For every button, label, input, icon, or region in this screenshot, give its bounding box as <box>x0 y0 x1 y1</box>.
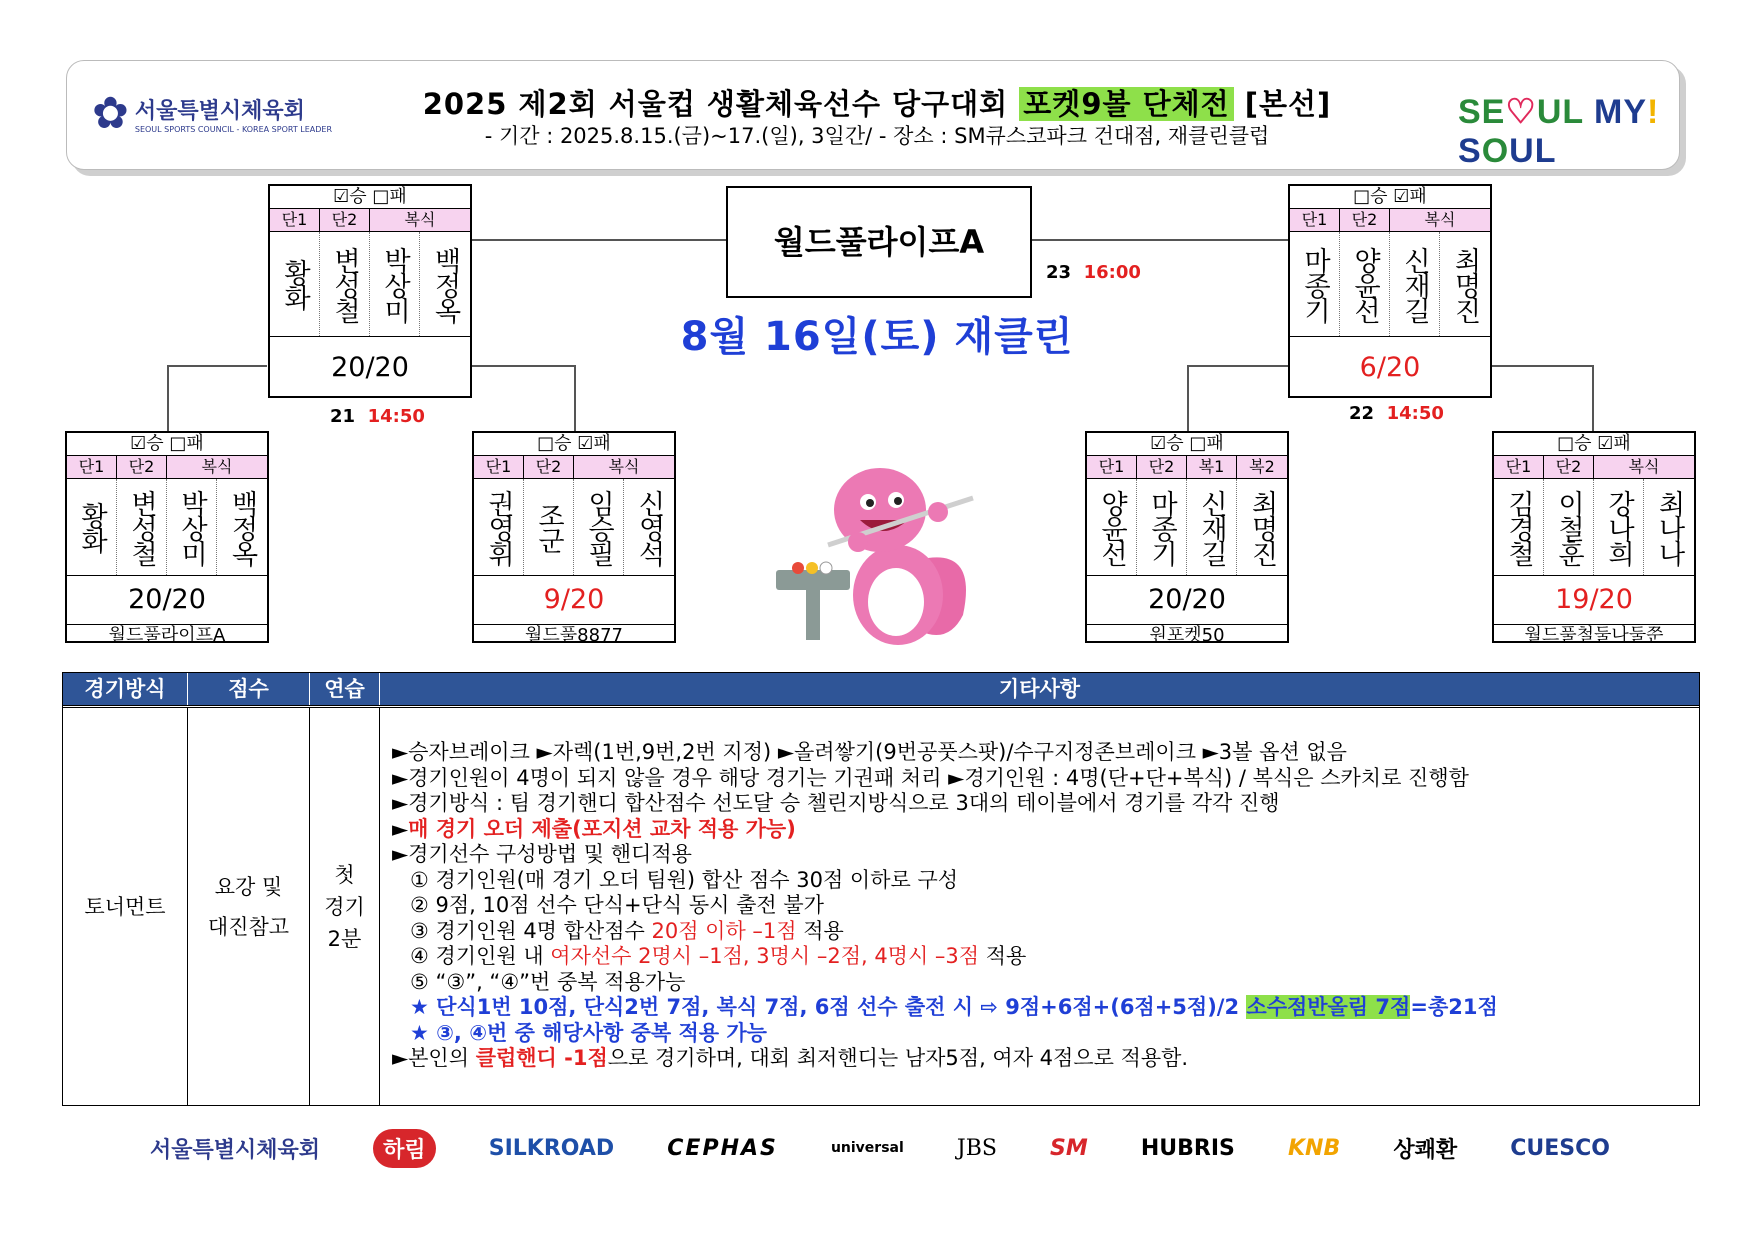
slot-label: 복식 <box>201 457 233 476</box>
sponsor-logo: KNB <box>1288 1135 1341 1161</box>
card-b1 <box>65 431 269 646</box>
team-name: 월드풀8877 <box>525 625 623 646</box>
slot-label: 단2 <box>524 456 574 478</box>
slot-label: 복식 <box>608 457 640 476</box>
rules-table-body <box>63 705 1699 1105</box>
page-subtitle: - 기간 : 2025.8.15.(금)~17.(일), 3일간/ - 장소 : SM큐스코파크 건대점, 재클린클럽 <box>484 124 1270 148</box>
note-line: ►경기인원이 4명이 되지 않을 경우 해당 경기는 기권패 처리 ►경기인원 : 4명(단+단+복식) / 복식은 스카치로 진행함 <box>392 765 1469 790</box>
final-winner-box: 월드풀라이프A <box>726 186 1032 298</box>
player-list <box>1494 479 1694 576</box>
final-match-time <box>1046 262 1141 283</box>
pool-ball <box>820 562 832 574</box>
note-emphasis: 20점 이하 –1점 <box>651 918 797 943</box>
player-name: 양윤선 <box>1087 479 1137 575</box>
sponsor-logo: 상쾌환 <box>1393 1137 1458 1163</box>
score-text: 요강 및 <box>214 874 283 899</box>
mascot-illustration <box>768 450 988 650</box>
score-text: 대진참고 <box>207 914 290 939</box>
note-emphasis: 매 경기 오더 제출(포지션 교차 적용 가능) <box>408 816 796 841</box>
note-line: ►승자브레이크 ►자렉(1번,9번,2번 지정) ►올려쌓기(9번공풋스팟)/수구지정존브레이크 ►3볼 옵션 없음 <box>392 740 1347 764</box>
note-line: ►경기선수 구성방법 및 핸디적용 <box>392 842 692 866</box>
result-checkbox: □승 ☑패 <box>1494 433 1694 456</box>
sponsor-logo: 하림 <box>373 1129 436 1168</box>
practice-text: 경기 <box>324 894 365 919</box>
note-line <box>392 995 1699 1021</box>
sponsor-logo: universal <box>830 1140 904 1156</box>
player-name: 백정옥 <box>226 489 258 565</box>
header-practice: 연습 <box>310 673 380 705</box>
pool-table-leg <box>806 588 820 640</box>
card-b4 <box>1492 431 1696 646</box>
player-name: 마종기 <box>1137 479 1187 575</box>
bracket-line <box>1492 365 1594 367</box>
player-list <box>270 232 470 337</box>
sponsor-bar <box>150 1120 1610 1176</box>
player-list <box>67 479 267 576</box>
org-emblem-icon: ✿ <box>92 88 129 139</box>
note-line <box>392 919 1699 945</box>
note-line: ►경기방식 : 팀 경기핸디 합산점수 선도달 승 첼린지방식으로 3대의 테이블에서 경기를 각각 진행 <box>392 791 1280 815</box>
slot-label: 단1 <box>67 456 117 478</box>
slot-label: 복2 <box>1249 457 1275 476</box>
semi-left-time <box>330 406 425 427</box>
result-checkbox: □승 ☑패 <box>474 433 674 456</box>
header-method: 경기방식 <box>63 673 188 705</box>
mascot-hand <box>928 502 948 522</box>
date-venue: 8월 16일(토) 재클린 <box>680 314 1074 360</box>
player-name: 임승필 <box>574 479 624 575</box>
slot-header <box>1494 456 1694 479</box>
player-list <box>1290 232 1490 337</box>
slot-label: 단1 <box>1494 456 1544 478</box>
match-time: 14:50 <box>1386 403 1444 424</box>
match-number: 22 <box>1349 403 1375 424</box>
slot-label: 복식 <box>1424 210 1456 229</box>
team-score: 20/20 <box>331 352 409 383</box>
card-b3 <box>1085 431 1289 646</box>
sponsor-logo: HUBRIS <box>1140 1135 1235 1161</box>
mascot-pupil <box>866 499 874 507</box>
bracket-line <box>167 365 267 367</box>
slot-label: 단2 <box>117 456 167 478</box>
method-cell: 토너먼트 <box>63 708 188 1105</box>
note-line <box>392 944 1699 970</box>
slot-label: 복식 <box>404 210 436 229</box>
slot-label: 단2 <box>320 209 370 231</box>
player-name: 변성철 <box>320 232 370 336</box>
note-text: ④ 경기인원 내 <box>410 944 551 968</box>
mascot-pupil <box>894 497 902 505</box>
practice-cell <box>310 708 380 1105</box>
sponsor-logo: SM <box>1050 1135 1088 1161</box>
match-time: 16:00 <box>1083 262 1141 283</box>
note-text: 적용 <box>979 944 1027 968</box>
player-name: 박상미 <box>167 479 217 575</box>
team-score: 20/20 <box>1087 576 1287 625</box>
pool-ball <box>806 562 818 574</box>
card-b2 <box>472 431 676 646</box>
rules-table <box>62 672 1700 1106</box>
note-text: ★ 단식1번 10점, 단식2번 7점, 복식 7점, 6점 선수 출전 시 ⇨ 9점+6점+(6점+5점)/2 <box>410 995 1247 1019</box>
title-stage: [본선] <box>1244 87 1332 121</box>
note-text: 으로 경기하며, 대회 최저핸디는 남자5점, 여자 4점으로 적용함. <box>607 1046 1189 1070</box>
player-name: 최나나 <box>1653 489 1685 565</box>
team-name: 월드풀라이프A <box>108 625 226 646</box>
match-time: 14:50 <box>367 406 425 427</box>
team-score: 9/20 <box>474 576 674 625</box>
slot-label: 복식 <box>1628 457 1660 476</box>
note-line: ⑤ “③”, “④”번 중복 적용가능 <box>410 969 686 994</box>
card-top-left <box>268 184 472 398</box>
result-checkbox: ☑승 □패 <box>1087 433 1287 456</box>
player-list <box>474 479 674 576</box>
sponsor-logo: CUESCO <box>1510 1135 1610 1161</box>
header-notes: 기타사항 <box>998 677 1081 701</box>
practice-text: 첫 <box>334 862 355 887</box>
semi-right-time <box>1349 403 1444 424</box>
mascot-hand <box>848 532 868 552</box>
note-highlight: 소수점반올림 7점 <box>1246 995 1411 1019</box>
sponsor-logo: JBS <box>956 1135 997 1161</box>
result-checkbox: □승 ☑패 <box>1290 186 1490 209</box>
seoul-my-soul-logo: SE♡UL MY! SOUL <box>1458 93 1660 170</box>
player-name: 최명진 <box>1449 246 1481 322</box>
player-name: 신재길 <box>1187 479 1237 575</box>
bracket-line <box>1187 365 1288 367</box>
team-score: 19/20 <box>1494 576 1694 625</box>
player-name: 조군 <box>524 479 574 575</box>
note-text: 적용 <box>796 918 844 943</box>
notes-cell <box>380 708 1699 1105</box>
slot-label: 단1 <box>474 456 524 478</box>
bracket-line <box>472 239 726 241</box>
sponsor-logo: 서울특별시체육회 <box>150 1137 321 1163</box>
mascot-belly <box>868 568 924 636</box>
slot-label: 복1 <box>1187 456 1237 478</box>
title-event: 포켓9볼 단체전 <box>1019 87 1233 121</box>
match-number: 21 <box>330 406 356 427</box>
player-list <box>1087 479 1287 576</box>
note-text: ③ 경기인원 4명 합산점수 <box>410 918 652 943</box>
match-number: 23 <box>1046 262 1072 283</box>
player-name: 신재길 <box>1390 232 1440 336</box>
org-sub: SEOUL SPORTS COUNCIL - KOREA SPORT LEADER <box>134 125 333 134</box>
bracket-line <box>1592 365 1594 433</box>
practice-text: 2분 <box>327 926 362 951</box>
rules-table-header <box>63 673 1699 705</box>
pool-ball <box>792 562 804 574</box>
slot-header <box>270 209 470 232</box>
slot-header <box>1290 209 1490 232</box>
team-name: 원포켓50 <box>1149 625 1225 646</box>
org-name: 서울특별시체육회 <box>134 99 305 124</box>
slot-label: 단2 <box>1340 209 1390 231</box>
note-text: ►본인의 <box>392 1046 476 1070</box>
note-emphasis: 여자선수 2명시 –1점, 3명시 –2점, 4명시 –3점 <box>550 944 980 968</box>
title-main: 2025 제2회 서울컵 생활체육선수 당구대회 <box>422 87 1009 121</box>
player-name: 마종기 <box>1290 232 1340 336</box>
slot-header <box>474 456 674 479</box>
note-line: ① 경기인원(매 경기 오더 팀원) 합산 점수 30점 이하로 구성 <box>410 867 959 892</box>
player-name: 황화 <box>67 479 117 575</box>
player-name: 양윤선 <box>1340 232 1390 336</box>
bracket-line <box>167 365 169 433</box>
note-line <box>392 1046 1699 1072</box>
slot-label: 단1 <box>1290 209 1340 231</box>
score-cell <box>188 708 310 1105</box>
bracket-line <box>1187 365 1189 433</box>
note-line: ★ ③, ④번 중 해당사항 중복 적용 가능 <box>410 1020 767 1045</box>
player-name: 김경철 <box>1494 479 1544 575</box>
note-text: =총21점 <box>1410 995 1498 1019</box>
note-emphasis: 클럽핸디 -1점 <box>475 1046 608 1070</box>
player-name: 박상미 <box>370 232 420 336</box>
header-score: 점수 <box>188 673 310 705</box>
team-score: 6/20 <box>1359 352 1421 383</box>
player-name: 강나희 <box>1594 479 1644 575</box>
team-score: 20/20 <box>67 576 267 625</box>
result-checkbox: ☑승 □패 <box>67 433 267 456</box>
slot-label: 단2 <box>1544 456 1594 478</box>
sponsor-logo: SILKROAD <box>488 1135 615 1161</box>
result-checkbox: ☑승 □패 <box>270 186 470 209</box>
slot-header <box>67 456 267 479</box>
note-line: ② 9점, 10점 선수 단식+단식 동시 출전 불가 <box>410 893 824 917</box>
player-name: 이철훈 <box>1544 479 1594 575</box>
slot-label: 단2 <box>1137 456 1187 478</box>
slot-label: 단1 <box>270 209 320 231</box>
player-name: 황화 <box>270 232 320 336</box>
player-name: 백정옥 <box>429 246 461 322</box>
bracket-line <box>1032 239 1288 241</box>
player-name: 권영휘 <box>474 479 524 575</box>
note-line <box>392 817 1699 843</box>
bracket-line <box>574 365 576 433</box>
sponsor-logo: CEPHAS <box>667 1135 778 1161</box>
bracket-line <box>472 365 576 367</box>
player-name: 변성철 <box>117 479 167 575</box>
player-name: 신영석 <box>633 489 665 565</box>
slot-header <box>1087 456 1287 479</box>
note-arrow: ► <box>392 816 409 841</box>
card-top-right <box>1288 184 1492 398</box>
slot-label: 단1 <box>1087 456 1137 478</box>
team-name: 월드풀철둘나둘쭌 <box>1524 625 1664 646</box>
player-name: 최명진 <box>1246 489 1278 565</box>
